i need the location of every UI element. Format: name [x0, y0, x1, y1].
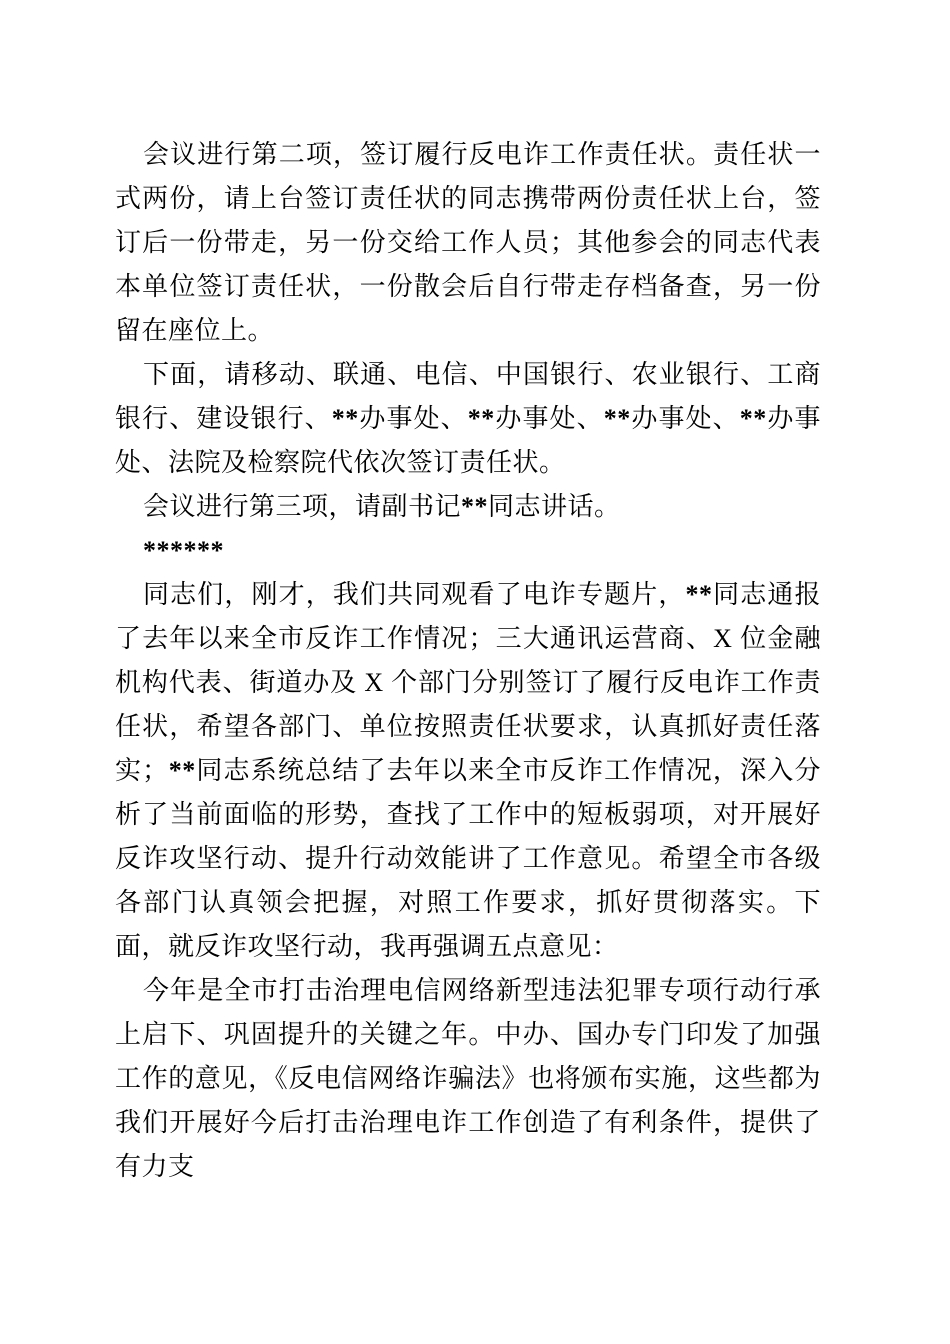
text-run: 同志系统总结了去年以来全市反诈工作情况，深入分析了当前面临的形势，查找了工作中的短板弱项，对开展好反诈攻坚行动、提升行动效能讲了工作意见。希望全市各级各部门认真领会把握，对照工作要求，抓好贯彻落实。下面，就反诈攻坚行动，我再强调五点意见：: [115, 756, 821, 961]
text-run: 同志们，刚才，我们共同观看了电诈专题片，: [143, 580, 686, 609]
redaction-asterisks: **: [168, 756, 196, 785]
paragraph-speech-intro: [115, 573, 821, 969]
text-run: 办事处、: [494, 404, 604, 433]
text-run: 办事处、: [630, 404, 740, 433]
redaction-asterisks: **: [603, 404, 631, 433]
text-run: 同志讲话。: [488, 492, 621, 521]
paragraph-meeting-item-2: [115, 133, 821, 353]
paragraph-signing-invitation: [115, 353, 821, 485]
paragraph-key-year: [115, 969, 821, 1189]
redaction-asterisks: ******: [143, 536, 224, 565]
text-run: 会议进行第三项，请副书记: [143, 492, 462, 521]
text-run: 同志通报了去年以来全市反诈工作情况；三大通讯运营商、X 位金融机构代表、街道办及 X 个部门分别签订了履行反电诈工作责任状，希望各部门、单位按照责任状要求，认真抓好责任落实；: [115, 580, 821, 785]
redaction-asterisks: **: [331, 404, 359, 433]
redaction-asterisks: **: [685, 580, 713, 609]
paragraph-separator-asterisks: [115, 529, 821, 573]
document-text-block: [115, 133, 821, 1189]
text-run: 下面，请移动、联通、电信、中国银行、农业银行、工商银行、建设银行、: [115, 360, 821, 433]
text-run: 会议进行第二项，签订履行反电诈工作责任状。责任状一式两份，请上台签订责任状的同志携带两份责任状上台，签订后一份带走，另一份交给工作人员；其他参会的同志代表本单位签订责任状，一份散会后自行带走存档备查，另一份留在座位上。: [115, 140, 821, 345]
text-run: 办事处、: [358, 404, 468, 433]
text-run: 办事处、法院及检察院代依次签订责任状。: [115, 404, 821, 477]
text-run: 今年是全市打击治理电信网络新型违法犯罪专项行动行承上启下、巩固提升的关键之年。中办、国办专门印发了加强工作的意见，《反电信网络诈骗法》也将颁布实施，这些都为我们开展好今后打击治理电诈工作创造了有利条件，提供了有力支: [115, 976, 821, 1181]
redaction-asterisks: **: [461, 492, 489, 521]
redaction-asterisks: **: [739, 404, 767, 433]
redaction-asterisks: **: [467, 404, 495, 433]
paragraph-meeting-item-3: [115, 485, 821, 529]
